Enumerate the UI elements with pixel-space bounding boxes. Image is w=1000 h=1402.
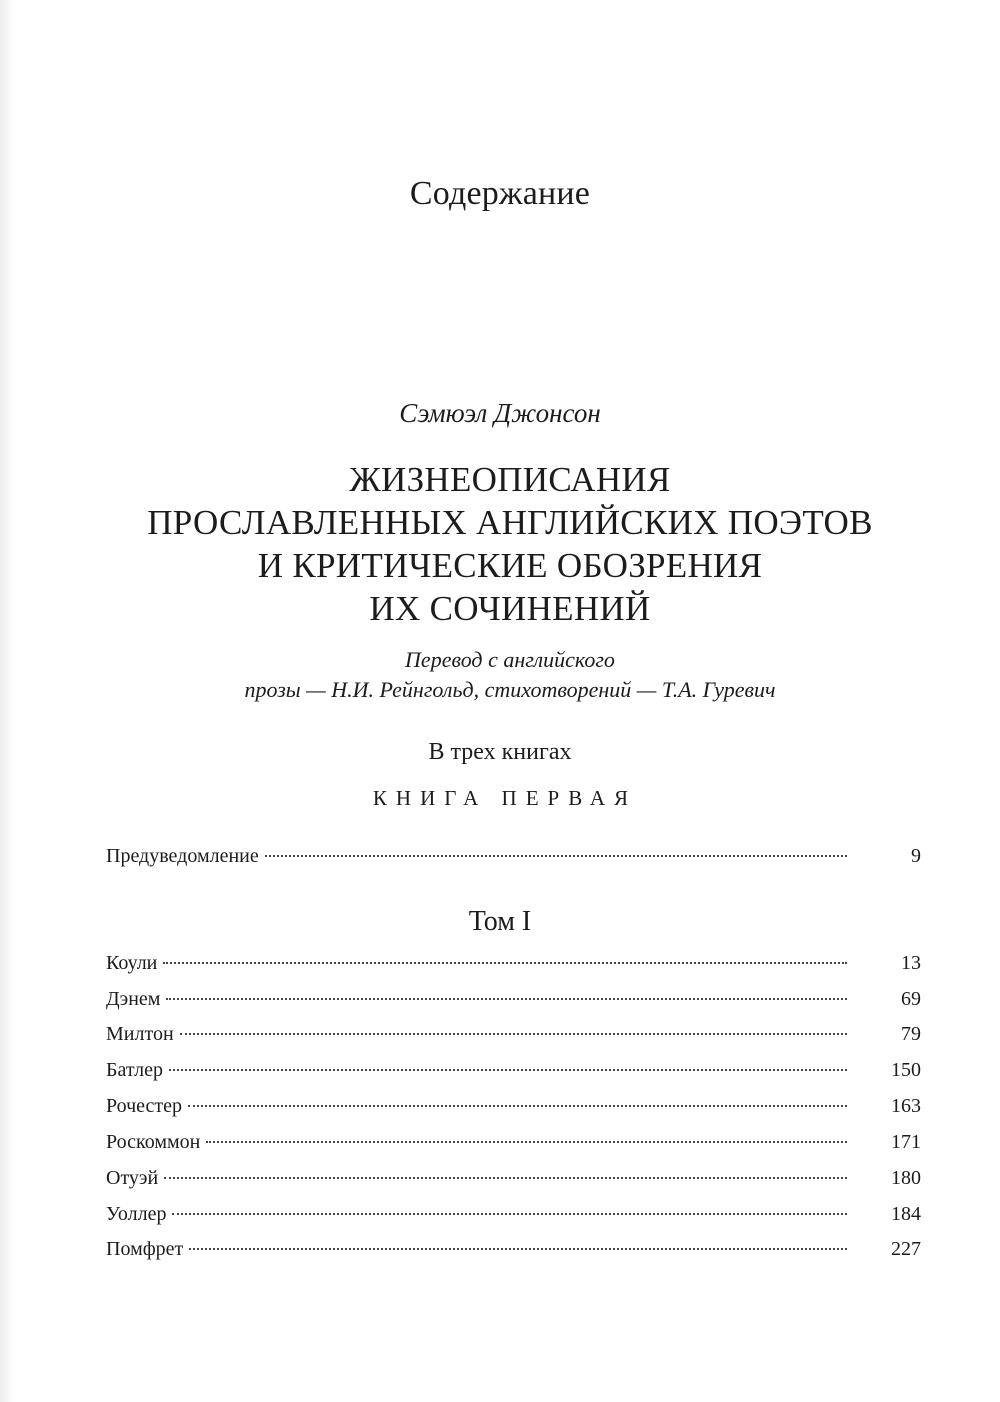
toc-entry-label: Предуведомление [106, 845, 259, 867]
translation-line: Перевод с английского [405, 647, 615, 672]
volume-heading: Том I [468, 906, 532, 937]
toc-entry-label: Дэнем [106, 988, 161, 1010]
toc-entry-label: Помфрет [106, 1238, 184, 1260]
dot-leader [163, 962, 847, 964]
toc-entry[interactable] [106, 1238, 921, 1264]
toc-entry-page: 171 [891, 1131, 921, 1153]
dot-leader [265, 855, 847, 857]
toc-entry-page: 184 [891, 1203, 921, 1225]
dot-leader [164, 1177, 847, 1179]
toc-entry-label: Рочестер [106, 1095, 183, 1117]
dot-leader [172, 1213, 847, 1215]
toc-entry-page: 180 [891, 1167, 921, 1189]
author-name: Сэмюэл Джонсон [399, 398, 601, 428]
toc-entry-page: 150 [891, 1059, 921, 1081]
dot-leader [206, 1141, 847, 1143]
dot-leader [189, 1248, 847, 1250]
title-line: ПРОСЛАВЛЕННЫХ АНГЛИЙСКИХ ПОЭТОВ [147, 503, 873, 542]
book-label: КНИГА ПЕРВАЯ [372, 786, 638, 810]
toc-entry-page: 13 [901, 952, 921, 974]
translation-credits [20, 645, 1000, 705]
toc-entry[interactable] [106, 988, 921, 1014]
dot-leader [169, 1069, 847, 1071]
title-line: ЖИЗНЕОПИСАНИЯ [349, 460, 671, 499]
toc-entry[interactable] [106, 952, 921, 978]
dot-leader [166, 998, 847, 1000]
toc-entry[interactable] [106, 1095, 921, 1121]
toc-entry[interactable] [106, 1131, 921, 1157]
toc-entry[interactable] [106, 1023, 921, 1049]
dot-leader [180, 1033, 847, 1035]
toc-entry-label: Коули [106, 952, 158, 974]
toc-entry-label: Милтон [106, 1023, 174, 1045]
book-title [20, 458, 1000, 630]
title-line: ИХ СОЧИНЕНИЙ [369, 589, 651, 628]
toc-entry-page: 163 [891, 1095, 921, 1117]
toc-entry-page: 79 [901, 1023, 921, 1045]
translation-line: прозы — Н.И. Рейнгольд, стихотворений — Т.А. Гуревич [244, 677, 776, 702]
toc-entry-page: 9 [911, 845, 921, 867]
toc-entry[interactable] [106, 1203, 921, 1229]
dot-leader [188, 1105, 847, 1107]
toc-entry-page: 227 [891, 1238, 921, 1260]
toc-entry-preface[interactable] [106, 845, 921, 871]
toc-entry-page: 69 [901, 988, 921, 1010]
toc-entry-label: Уоллер [106, 1203, 167, 1225]
toc-entry-label: Отуэй [106, 1167, 159, 1189]
toc-entry-label: Батлер [106, 1059, 163, 1081]
toc-entry[interactable] [106, 1059, 921, 1085]
toc-entry[interactable] [106, 1167, 921, 1193]
title-line: И КРИТИЧЕСКИЕ ОБОЗРЕНИЯ [257, 546, 763, 585]
books-note: В трех книгах [428, 739, 572, 765]
toc-entry-label: Роскоммон [106, 1131, 201, 1153]
contents-heading: Содержание [409, 175, 591, 212]
